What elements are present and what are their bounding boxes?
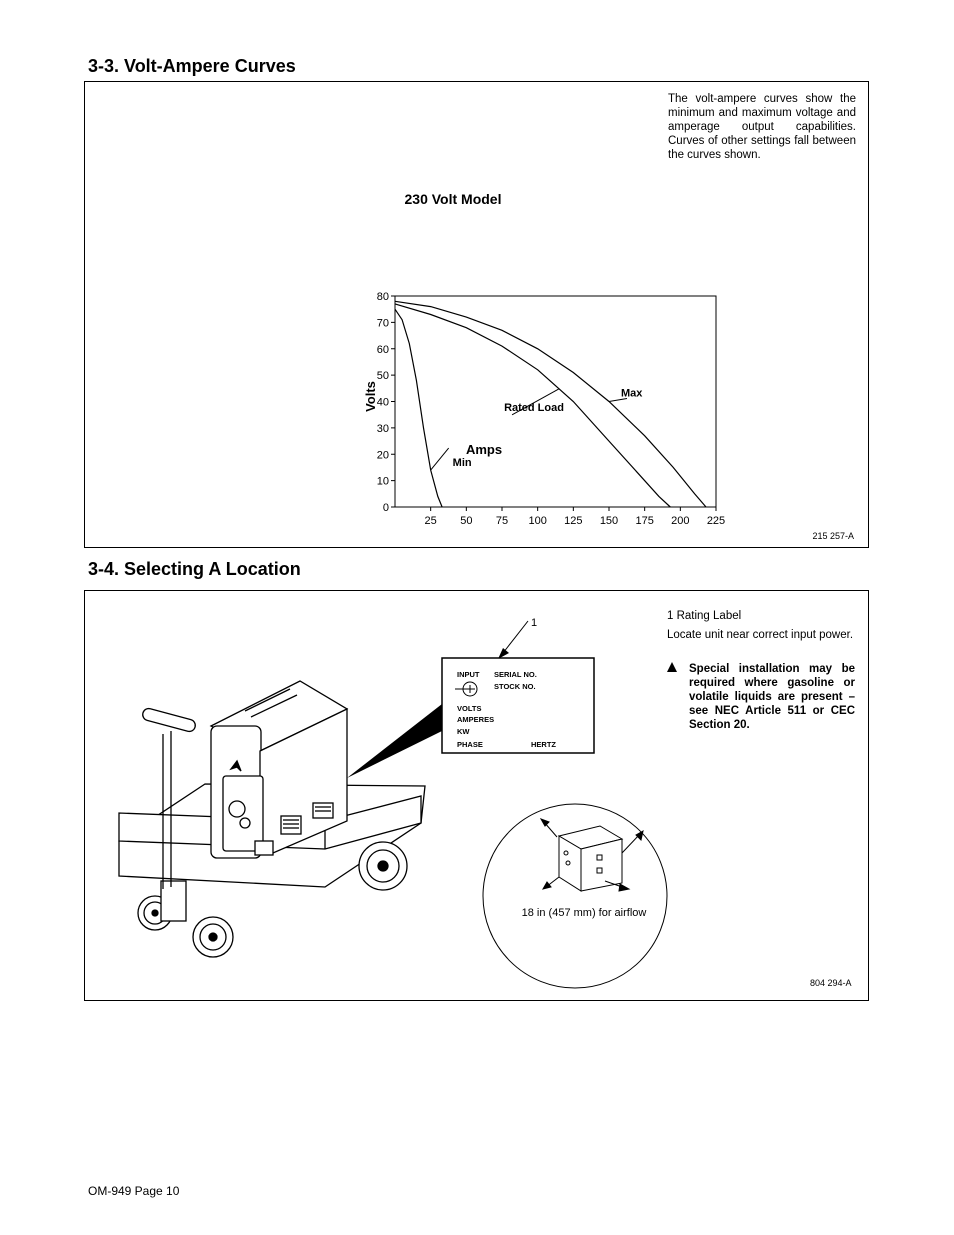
y-tick-label-60: 60 — [376, 343, 389, 356]
clearance-box-icon — [559, 826, 622, 891]
x-tick-label-150: 150 — [599, 515, 619, 527]
warning-triangle-icon — [667, 662, 677, 676]
x-tick-label-50: 50 — [460, 515, 473, 527]
figure-id-804294A: 804 294-A — [810, 978, 852, 988]
series-line-min — [395, 309, 442, 507]
rating-serial-text: SERIAL NO. — [494, 670, 537, 679]
y-tick-label-10: 10 — [376, 475, 389, 488]
x-tick-label-175: 175 — [635, 515, 654, 527]
figure-id-215257A: 215 257-A — [812, 531, 854, 541]
series-label-rated-load: Rated Load — [504, 401, 564, 414]
rating-phase-text: PHASE — [457, 740, 483, 749]
series-leader-0 — [431, 448, 449, 470]
rating-volts-text: VOLTS — [457, 704, 482, 713]
chart-y-axis-label: Volts — [363, 381, 378, 412]
volt-ampere-figure-box — [84, 81, 869, 548]
y-tick-label-40: 40 — [376, 396, 389, 409]
y-tick-label-0: 0 — [382, 502, 389, 514]
x-tick-label-25: 25 — [424, 515, 437, 527]
y-tick-label-30: 30 — [376, 422, 389, 435]
installation-warning — [667, 662, 855, 732]
rating-stock-text: STOCK NO. — [494, 682, 536, 691]
x-tick-label-200: 200 — [671, 515, 690, 527]
y-tick-label-50: 50 — [376, 370, 389, 383]
legend-rating-label: 1 Rating Label — [667, 610, 742, 622]
rating-kw-text: KW — [457, 727, 470, 736]
volt-ampere-chart — [265, 182, 825, 527]
rating-input-text: INPUT — [457, 670, 480, 679]
location-figure-box — [84, 590, 869, 1001]
y-tick-label-80: 80 — [376, 291, 389, 303]
rating-amperes-text: AMPERES — [457, 715, 495, 724]
welder-on-cart-illustration — [85, 591, 645, 991]
y-tick-label-70: 70 — [376, 317, 389, 330]
series-label-min: Min — [452, 457, 472, 470]
section-heading-selecting-location: 3-4. Selecting A Location — [88, 559, 301, 579]
section-heading-volt-ampere: 3-3. Volt-Ampere Curves — [88, 56, 296, 76]
location-instruction: Locate unit near correct input power. — [667, 629, 854, 641]
y-tick-label-20: 20 — [376, 449, 389, 462]
chart-x-axis-label: Amps — [465, 442, 503, 457]
airflow-label: 18 in (457 mm) for airflow — [521, 907, 647, 919]
callout-number: 1 — [531, 617, 538, 629]
x-tick-label-75: 75 — [495, 515, 509, 527]
volt-ampere-description: The volt-ampere curves show the minimum and maximum voltage and amperage output capabilities. Curves of other settings fall between the curves shown. — [668, 93, 856, 161]
cart-handle-grip — [141, 707, 196, 733]
x-tick-label-100: 100 — [528, 515, 547, 527]
chart-title: 230 Volt Model — [404, 191, 502, 207]
rating-hertz-text: HERTZ — [531, 740, 556, 749]
x-tick-label-225: 225 — [706, 515, 726, 527]
series-label-max: Max — [621, 387, 643, 400]
warning-text: Special installation may be required where gasoline or volatile liquids are present – see NEC Article 511 or CEC Section 20. — [689, 663, 855, 731]
page-footer: OM-949 Page 10 — [88, 1184, 180, 1198]
x-tick-label-125: 125 — [564, 515, 583, 527]
